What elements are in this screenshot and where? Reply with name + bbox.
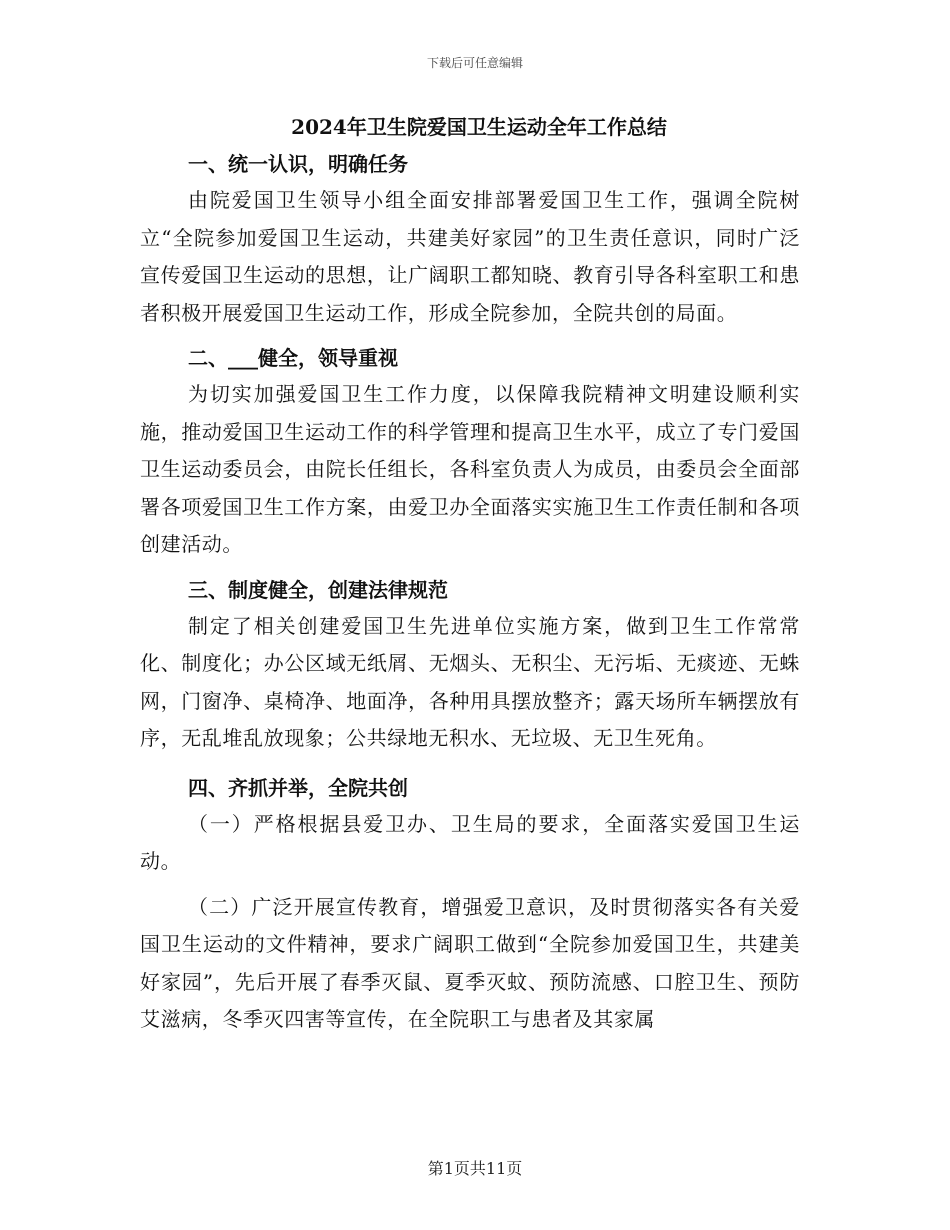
document-body bbox=[140, 112, 800, 1039]
paragraph: 由院爱国卫生领导小组全面安排部署爱国卫生工作，强调全院树立“全院参加爱国卫生运动，共建美好家园”的卫生责任意识，同时广泛宣传爱国卫生运动的思想，让广阔职工都知晓、教育引导各科室职工和患者积极开展爱国卫生运动工作，形成全院参加，全院共创的局面。 bbox=[140, 188, 800, 325]
spacer bbox=[140, 881, 800, 889]
header-note: 下载后可任意编辑 bbox=[426, 56, 523, 70]
paragraph: 为切实加强爱国卫生工作力度，以保障我院精神文明建设顺利实施，推动爱国卫生运动工作的科学管理和提高卫生水平，成立了专门爱国卫生运动委员会，由院长任组长，各科室负责人为成员，由委员会全面部署各项爱国卫生工作方案，由爱卫办全面落实实施卫生工作责任制和各项创建活动。 bbox=[140, 382, 800, 556]
spacer bbox=[140, 332, 800, 340]
section-4 bbox=[140, 770, 800, 1039]
spacer bbox=[140, 564, 800, 572]
section-heading: 四、齐抓并举，全院共创 bbox=[188, 775, 408, 800]
paragraph: （一）严格根据县爱卫办、卫生局的要求，全面落实爱国卫生运动。 bbox=[140, 811, 800, 873]
section-heading: 三、制度健全，创建法律规范 bbox=[188, 577, 448, 602]
section-1 bbox=[140, 146, 800, 332]
section-2 bbox=[140, 340, 800, 564]
document-title: 2024年卫生院爱国卫生运动全年工作总结 bbox=[291, 115, 667, 139]
spacer bbox=[140, 758, 800, 770]
paragraph: （二）广泛开展宣传教育，增强爱卫意识，及时贯彻落实各有关爱国卫生运动的文件精神，要求广阔职工做到“全院参加爱国卫生，共建美好家园”，先后开展了春季灭鼠、夏季灭蚊、预防流感、口腔卫生、预防艾滋病，冬季灭四害等宣传，在全院职工与患者及其家属 bbox=[140, 894, 800, 1031]
paragraph: 制定了相关创建爱国卫生先进单位实施方案，做到卫生工作常常化、制度化；办公区域无纸屑、无烟头、无积尘、无污垢、无痰迹、无蛛网，门窗净、桌椅净、地面净，各种用具摆放整齐；露天场所车辆摆放有序，无乱堆乱放现象；公共绿地无积水、无垃圾、无卫生死角。 bbox=[140, 613, 800, 750]
section-3 bbox=[140, 572, 800, 758]
page-footer: 第1页共11页 bbox=[427, 1159, 523, 1178]
section-heading: 一、统一认识，明确任务 bbox=[188, 152, 408, 176]
section-heading: 二、___健全，领导重视 bbox=[188, 346, 398, 370]
